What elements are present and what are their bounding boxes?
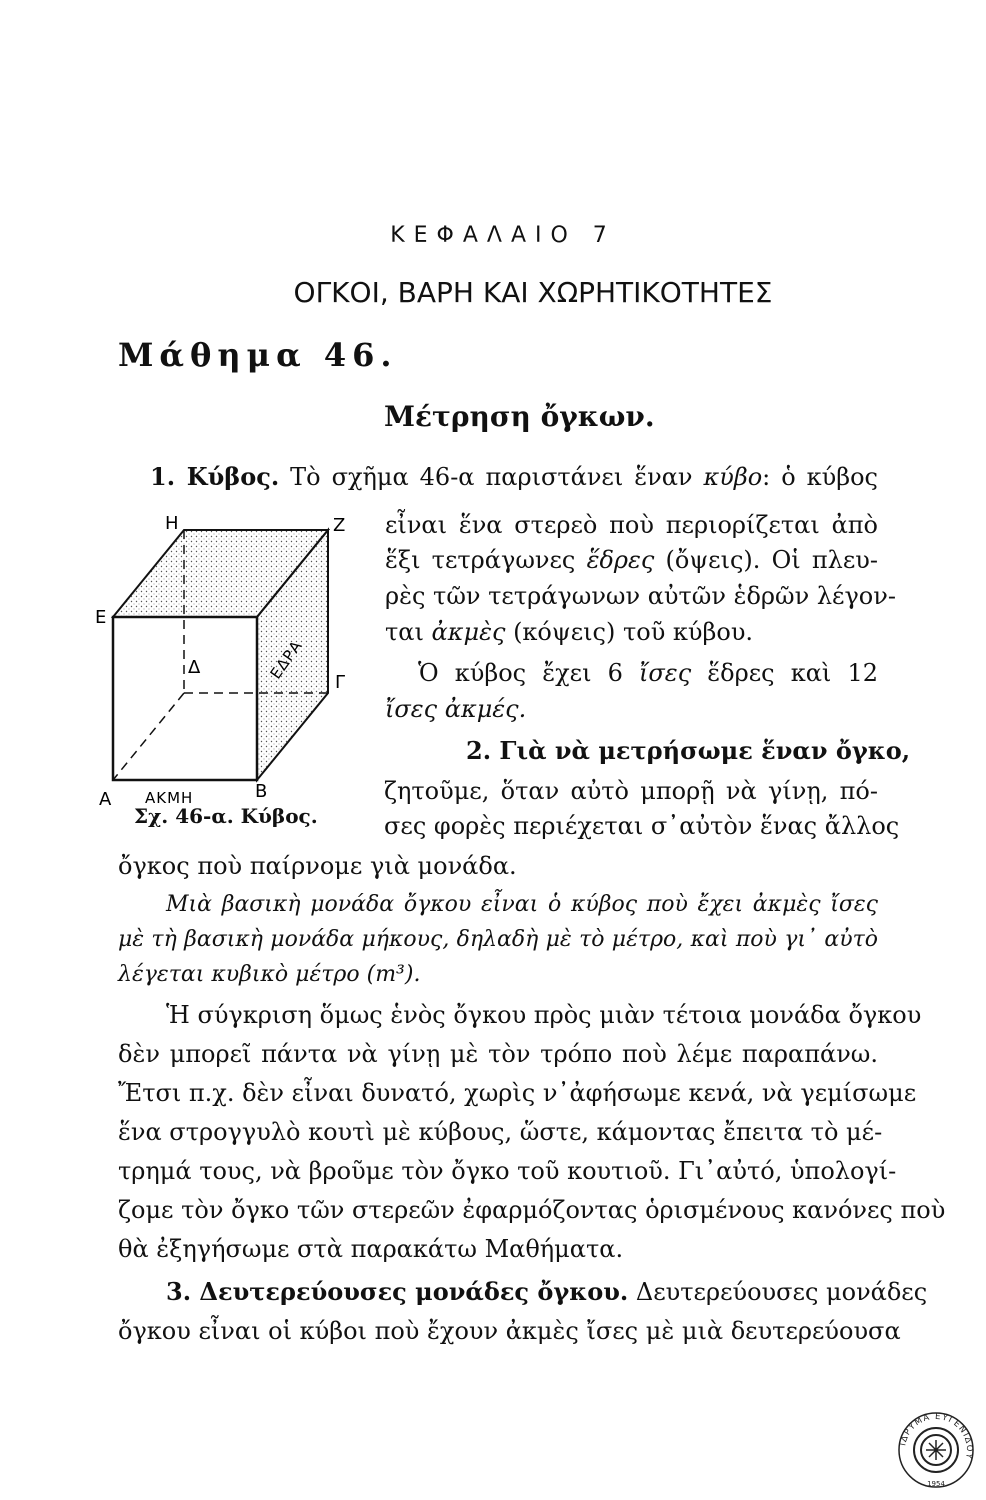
label-e: Ε [95,607,107,628]
chapter-title: ΟΓΚΟΙ, ΒΑΡΗ ΚΑΙ ΧΩΡΗΤΙΚΟΤΗΤΕΣ [293,276,773,309]
cube-figure [95,505,365,810]
label-g: Γ [335,672,346,693]
sec1-l1-a: Τὸ σχῆμα 46-α παριστάνει ἕναν [290,463,693,491]
paragraph-line-2: δὲν μπορεῖ πάντα νὰ γίνῃ μὲ τὸν τρόπο ποὺ λέμε παραπάνω. [118,1040,878,1068]
sec1-l5-a: ται [385,618,424,646]
sec2-line-3: ὄγκος ποὺ παίρνομε γιὰ μονάδα. [118,852,517,880]
label-a: Α [99,789,112,810]
foundation-stamp [896,1410,976,1490]
lesson-number: Μάθημα 46. [118,336,398,374]
label-z: Ζ [333,515,346,536]
definition-line-1: Μιὰ βασικὴ μονάδα ὄγκου εἶναι ὁ κύβος ποὺ ἔχει ἀκμὲς ἴσες [166,892,878,917]
sec1-l5-b: (κόψεις) τοῦ κύβου. [513,618,754,646]
sec2-heading: 2. Γιὰ νὰ μετρήσωμε ἕναν ὄγκο, [466,736,911,765]
sec2-line-2: σες φορὲς περιέχεται σ᾿αὐτὸν ἕνας ἄλλος [384,812,900,840]
sec1-l5-it: ἀκμὲς [431,618,506,646]
paragraph-line-1: Ἡ σύγκριση ὅμως ἑνὸς ὄγκου πρὸς μιὰν τέτοια μονάδα ὄγκου [166,1001,922,1029]
figure-caption: Σχ. 46-α. Κύβος. [134,804,318,828]
sec2-line-1: ζητοῦμε, ὅταν αὐτὸ μπορῇ νὰ γίνῃ, πό- [384,777,878,805]
sec3-line-2: ὄγκου εἶναι οἱ κύβοι ποὺ ἔχουν ἀκμὲς ἴσες μὲ μιὰ δευτερεύουσα [118,1317,901,1345]
paragraph-line-6: ζομε τὸν ὄγκο τῶν στερεῶν ἐφαρμόζοντας ὁρισμένους κανόνες ποὺ [118,1196,946,1224]
label-face: ΕΔΡΑ [266,636,306,683]
sec3-heading: 3. Δευτερεύουσες μονάδες ὄγκου. [166,1277,629,1306]
sec1-heading: 1. Κύβος. [150,462,280,491]
chapter-heading: ΚΕΦΑΛΑΙΟ 7 [390,223,616,248]
paragraph-line-5: τρημά τους, νὰ βροῦμε τὸν ὄγκο τοῦ κουτιοῦ. Γι᾿αὐτό, ὑπολογί- [118,1157,897,1185]
sec1-l3-b: (ὄψεις). Οἱ πλευ- [665,546,878,574]
sec1-line-4: ρὲς τῶν τετράγωνων αὐτῶν ἑδρῶν λέγον- [385,582,896,610]
stamp-year: 1954 [927,1480,945,1488]
sec1-l6-it: ἴσες [639,659,692,687]
cube-front-face [113,617,257,780]
sec3-line-1 [166,1277,928,1306]
sec1-l6-b: ἕδρες καὶ 12 [707,659,878,687]
label-b: Β [255,781,268,802]
sec1-line-1 [150,462,878,491]
sec1-l3-a: ἕξι τετράγωνες [385,546,576,574]
sec1-line-7: ἴσες ἀκμές. [385,695,527,723]
paragraph-line-3: Ἔτσι π.χ. δὲν εἶναι δυνατό, χωρὶς ν᾿ἀφήσωμε κενά, νὰ γεμίσωμε [118,1079,917,1107]
sec1-line-6 [418,661,878,685]
lesson-subtitle: Μέτρηση ὄγκων. [384,400,655,433]
sec1-l6-a: Ὁ κύβος ἔχει 6 [418,659,623,687]
label-h: Η [165,513,179,534]
paragraph-line-7: θὰ ἐξηγήσωμε στὰ παρακάτω Μαθήματα. [118,1235,624,1263]
sec1-line-2: εἶναι ἕνα στερεὸ ποὺ περιορίζεται ἀπὸ [385,511,878,539]
label-delta: Δ [188,657,201,678]
definition-line-3: λέγεται κυβικὸ μέτρο (m³). [118,962,421,987]
stamp-emblem-lines [926,1440,946,1460]
sec1-line-3 [385,548,878,572]
sec1-l3-it: ἕδρες [586,546,655,574]
sec1-l1-it: κύβο [703,463,763,491]
paragraph-line-4: ἕνα στρογγυλὸ κουτὶ μὲ κύβους, ὥστε, κάμοντας ἔπειτα τὸ μέ- [118,1118,883,1146]
stamp-text: ΙΔΡΥΜΑ ΕΥΓΕΝΙΔΟΥ [898,1411,975,1461]
sec1-l1-b: : ὁ κύβος [762,463,878,491]
label-edge: ΑΚΜΗ [145,789,194,807]
definition-line-2: μὲ τὴ βασικὴ μονάδα μήκους, δηλαδὴ μὲ τὸ μέτρο, καὶ ποὺ γι᾿ αὐτὸ [118,927,878,952]
sec1-line-5 [385,620,753,644]
sec3-l1-b: Δευτερεύουσες μονάδες [635,1278,928,1306]
